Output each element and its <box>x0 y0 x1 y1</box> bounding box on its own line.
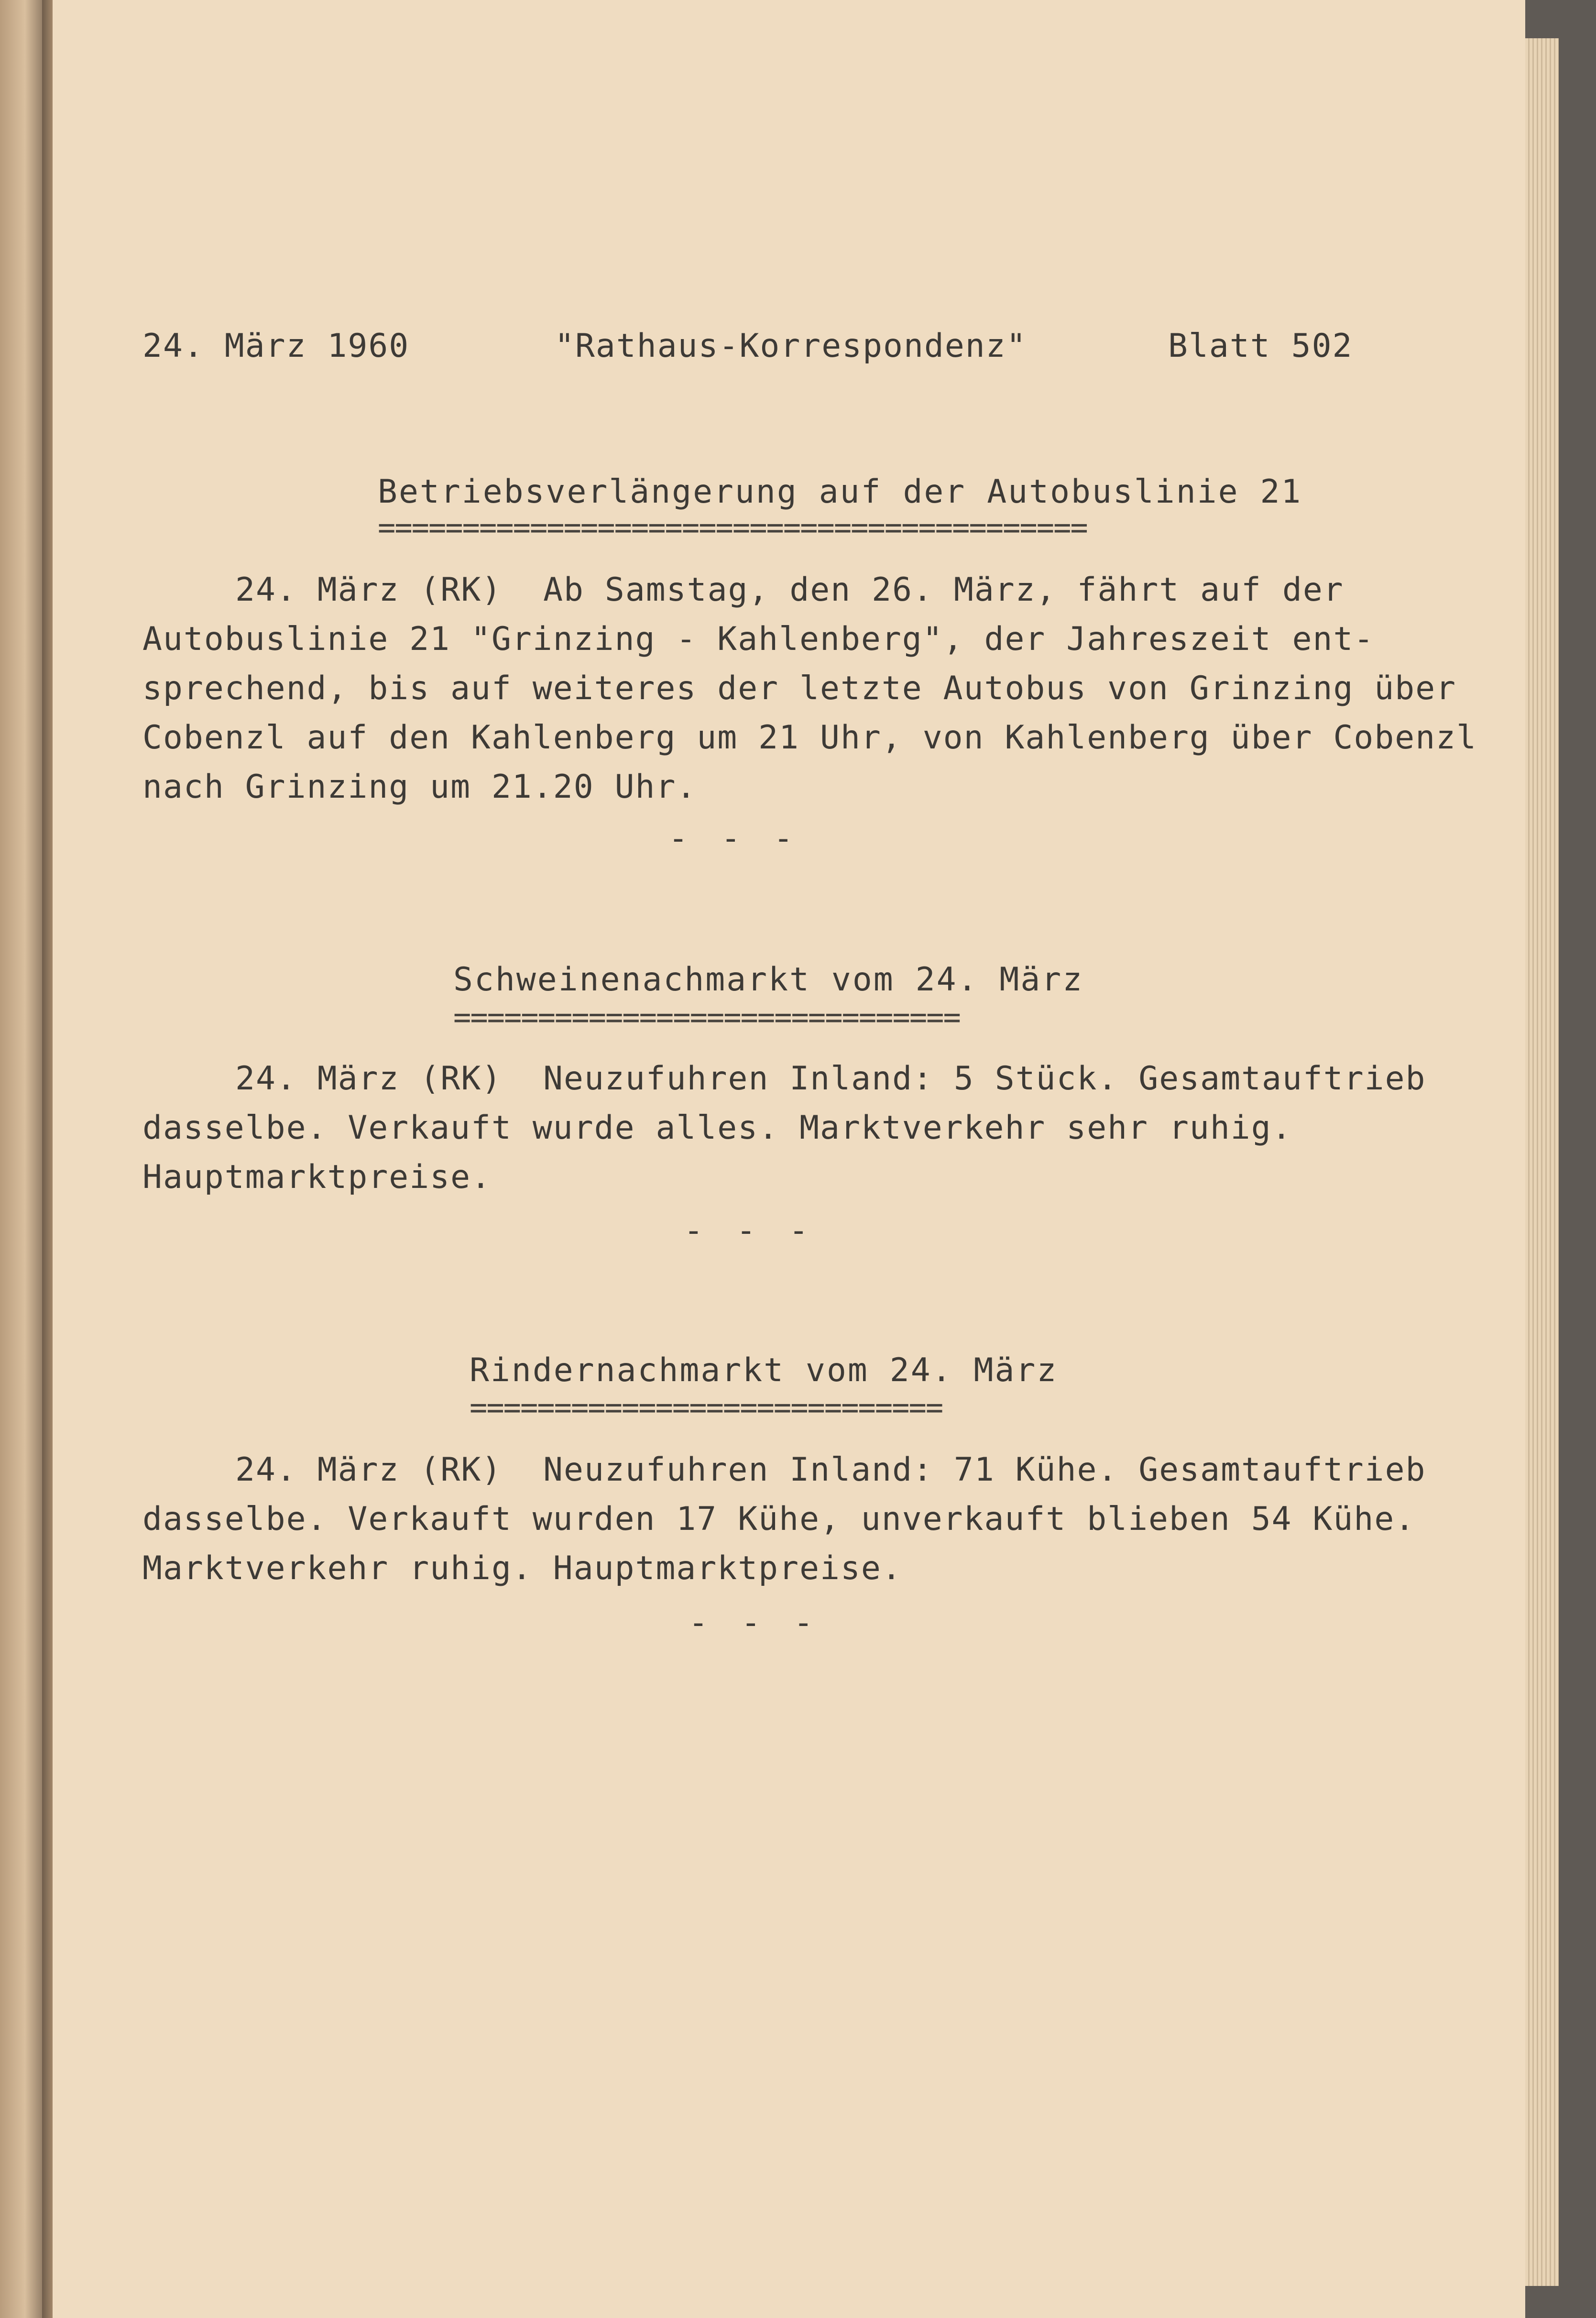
article-title-schweinenachmarkt: Schweinenachmarkt vom 24. März <box>453 961 1084 999</box>
article-text-line: dasselbe. Verkauft wurden 17 Kühe, unverkauft blieben 54 Kühe. <box>142 1500 1416 1538</box>
article-title-underline: ========================================== <box>378 510 1087 545</box>
left-page-edge <box>0 0 45 2318</box>
article-separator: - - - <box>684 1212 815 1250</box>
article-text-line: 24. März (RK) Ab Samstag, den 26. März, fährt auf der <box>235 571 1344 609</box>
article-title-rindernachmarkt: Rindernachmarkt vom 24. März <box>470 1351 1058 1389</box>
article-text-line: Hauptmarktpreise. <box>142 1158 492 1196</box>
header-date: 24. März 1960 <box>142 327 410 365</box>
article-text-line: dasselbe. Verkauft wurde alles. Marktverkehr sehr ruhig. <box>142 1109 1292 1147</box>
article-text-line: sprechend, bis auf weiteres der letzte Autobus von Grinzing über <box>142 670 1457 707</box>
article-text-line: Cobenzl auf den Kahlenberg um 21 Uhr, von Kahlenberg über Cobenzl <box>142 719 1477 757</box>
article-separator: - - - <box>689 1604 820 1642</box>
article-title-underline: ============================ <box>470 1390 943 1425</box>
page-stack-edges <box>1525 38 1559 2286</box>
article-text-line: nach Grinzing um 21.20 Uhr. <box>142 768 697 806</box>
article-separator: - - - <box>668 820 800 857</box>
header-publication: "Rathaus-Korrespondenz" <box>555 327 1027 365</box>
header-sheet-number: Blatt 502 <box>1168 327 1353 365</box>
article-text-line: Autobuslinie 21 "Grinzing - Kahlenberg", der Jahreszeit ent- <box>142 620 1375 658</box>
article-text-line: 24. März (RK) Neuzufuhren Inland: 5 Stück. Gesamtauftrieb <box>235 1060 1426 1098</box>
article-title-autobuslinie: Betriebsverlängerung auf der Autobuslinie 21 <box>378 473 1302 511</box>
article-title-underline: ============================== <box>453 1000 960 1034</box>
article-text-line: 24. März (RK) Neuzufuhren Inland: 71 Kühe. Gesamtauftrieb <box>235 1451 1426 1489</box>
article-text-line: Marktverkehr ruhig. Hauptmarktpreise. <box>142 1549 902 1587</box>
